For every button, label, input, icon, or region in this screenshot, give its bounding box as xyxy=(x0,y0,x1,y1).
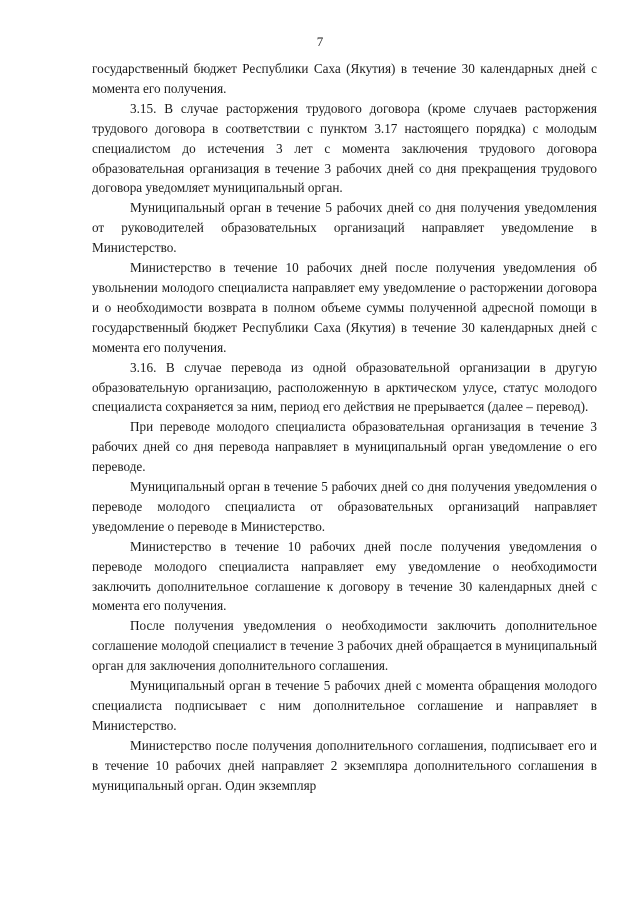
document-body xyxy=(92,59,597,796)
page-number: 7 xyxy=(316,34,324,49)
paragraph: При переводе молодого специалиста образовательная организация в течение 3 рабочих дней со дня перевода направляет в муниципальный орган уведомление о его переводе. xyxy=(92,419,597,475)
paragraph: Министерство после получения дополнительного соглашения, подписывает его и в течение 10 рабочих дней направляет 2 экземпляра дополнительного соглашения в муниципальный орган. Один экземпляр xyxy=(92,737,597,793)
paragraph: Министерство в течение 10 рабочих дней после получения уведомления о переводе молодого специалиста направляет ему уведомление о необходимости заключить дополнительное соглашение к договору в течение 30 календарных дней с момента его получения. xyxy=(92,538,597,614)
paragraph: Муниципальный орган в течение 5 рабочих дней с момента обращения молодого специалиста подписывает с ним дополнительное соглашение и направляет в Министерство. xyxy=(92,678,597,733)
paragraph-3-15: 3.15. В случае расторжения трудового договора (кроме случаев расторжения трудового договора в соответствии с пунктом 3.17 настоящего порядка) с молодым специалистом до истечения 3 лет с момента заключения трудового договора образовательная организация в течение 3 рабочих дней со дня прекращения трудового договора уведомляет муниципальный орган. xyxy=(92,100,597,196)
paragraph-continuation: государственный бюджет Республики Саха (Якутия) в течение 30 календарных дней с момента его получения. xyxy=(92,61,597,96)
paragraph-3-16: 3.16. В случае перевода из одной образовательной организации в другую образовательную организацию, расположенную в арктическом улусе, статус молодого специалиста сохраняется за ним, период его действия не прерывается (далее – перевод). xyxy=(92,359,597,415)
paragraph: После получения уведомления о необходимости заключить дополнительное соглашение молодой специалист в течение 3 рабочих дней обращается в муниципальный орган для заключения дополнительного соглашения. xyxy=(92,618,597,674)
paragraph: Муниципальный орган в течение 5 рабочих дней со дня получения уведомления от руководителей образовательных организаций направляет уведомление в Министерство. xyxy=(92,200,597,256)
paragraph: Муниципальный орган в течение 5 рабочих дней со дня получения уведомления о переводе молодого специалиста от образовательных организаций направляет уведомление о переводе в Министерство. xyxy=(92,479,597,534)
paragraph: Министерство в течение 10 рабочих дней после получения уведомления об увольнении молодого специалиста направляет ему уведомление о расторжении договора и о необходимости возврата в полном объеме суммы полученной адресной помощи в государственный бюджет Республики Саха (Якутия) в течение 30 календарных дней с момента его получения. xyxy=(92,260,597,355)
